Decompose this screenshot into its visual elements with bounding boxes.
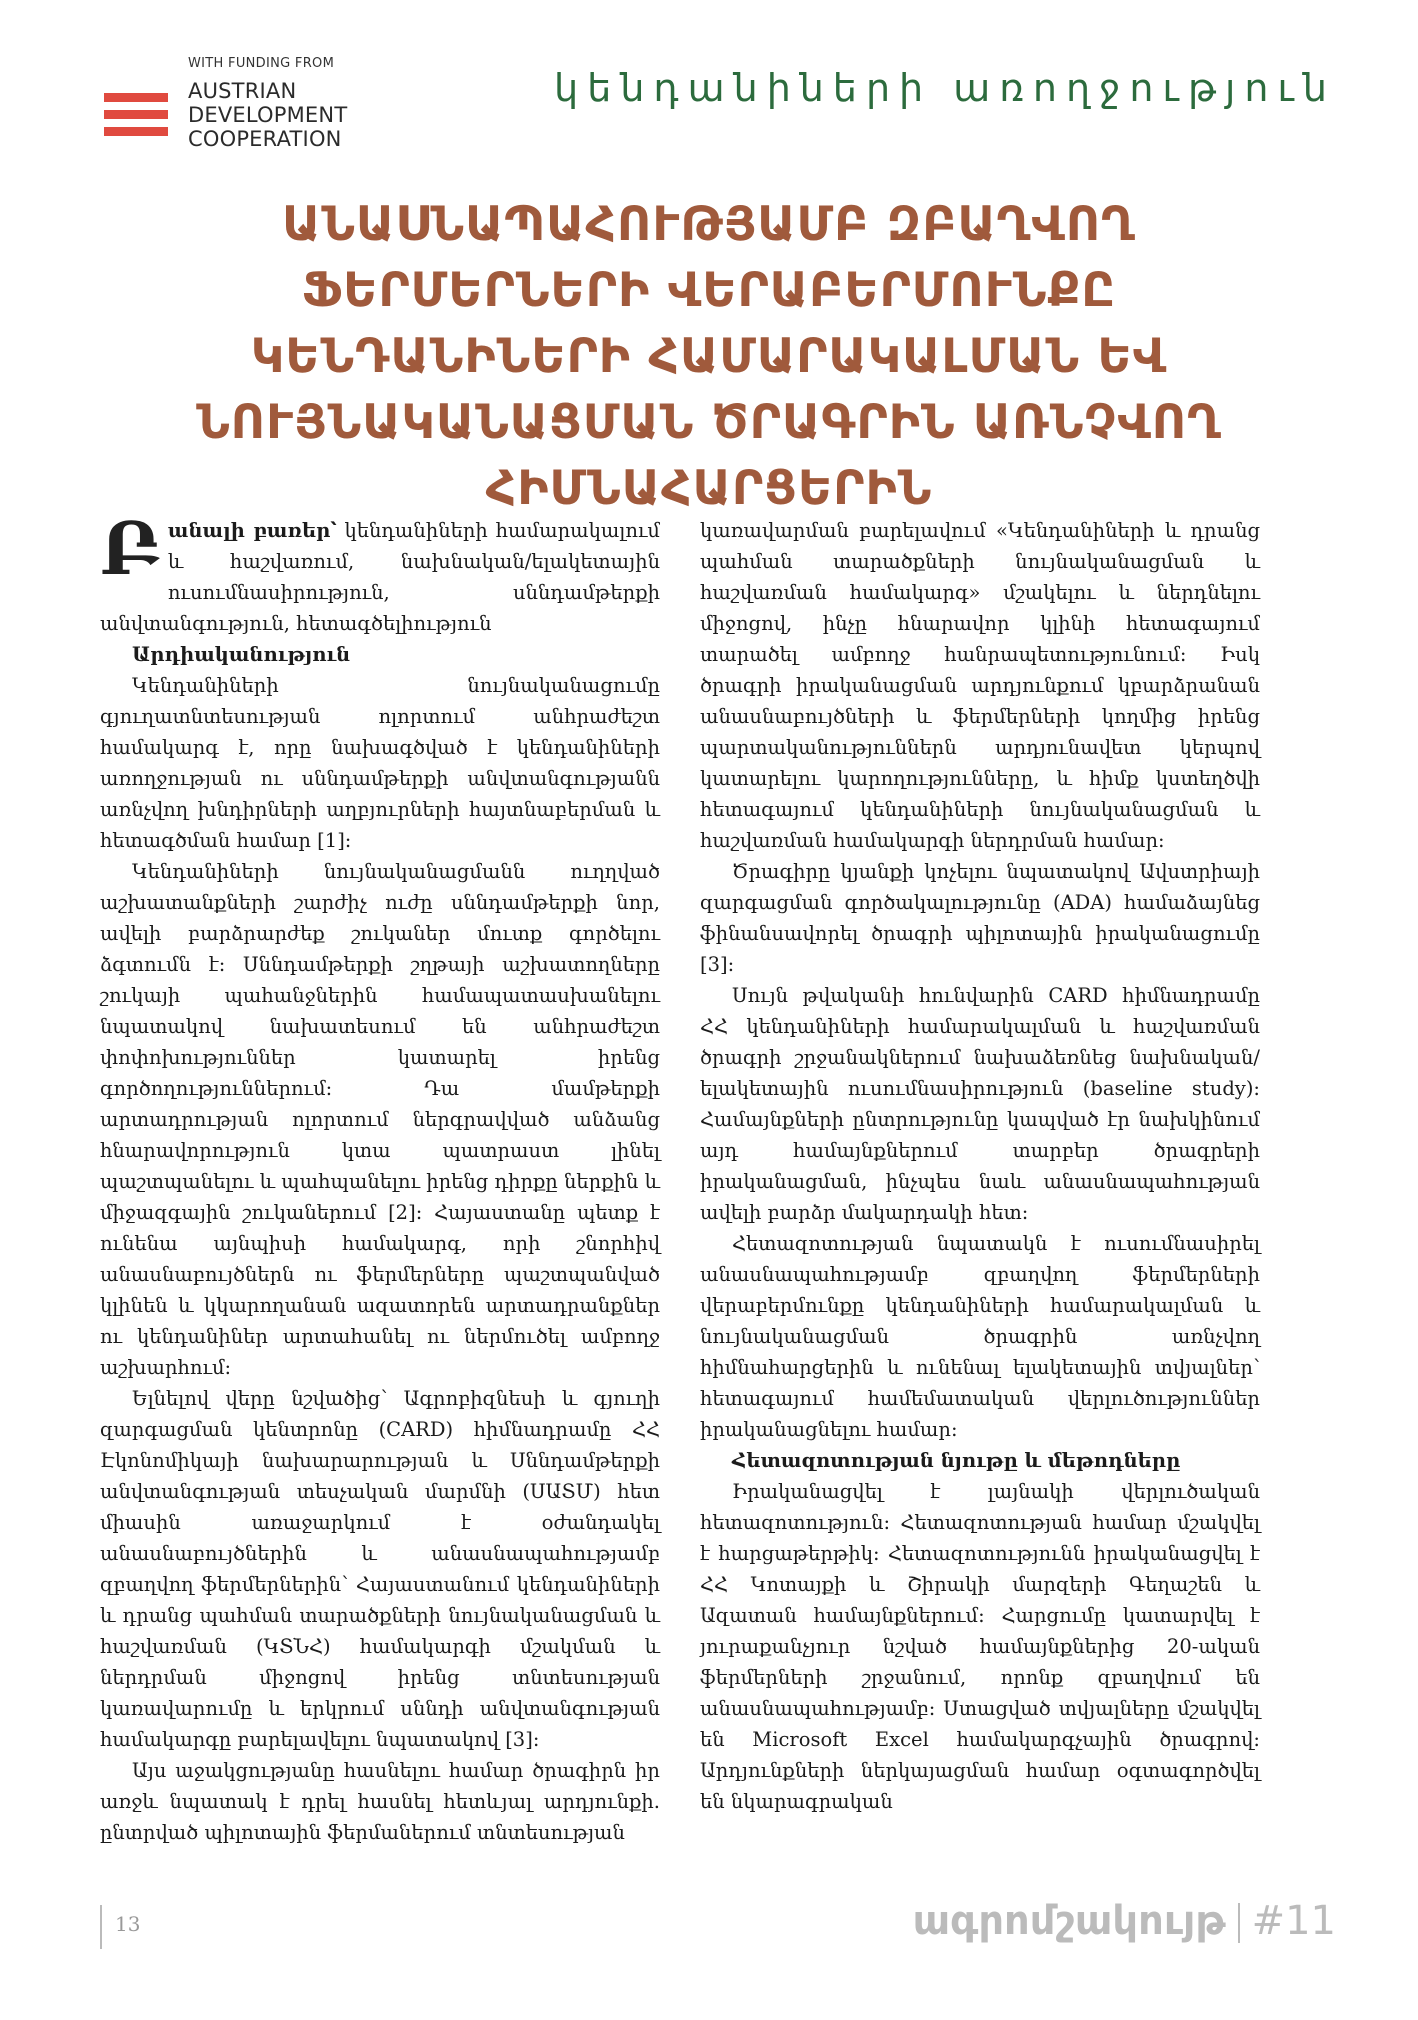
footer-divider (100, 1905, 102, 1949)
issue-number: #11 (1251, 1898, 1336, 1944)
body-paragraph: Կենդանիների նույնականացումը գյուղատնտեսության ոլորտում անհրաժեշտ համակարգ է, որը նախագծված է կենդանիների առողջության ու սննդամթերքի անվտանգությանն առնչվող խնդիրների աղբյուրների հայտնաբերման և հետագծման համար [1]: (100, 674, 660, 852)
magazine-name: ագրոմշակույթ (912, 1898, 1226, 1944)
keywords-label: անալի բառեր՝ (167, 519, 337, 542)
body-paragraph: Այս աջակցությանը հասնելու համար ծրագիրն իր առջև նպատակ է դրել հասնել հետևյալ արդյունքի. ընտրված պիլոտային ֆերմաներում տնտեսության (100, 1759, 660, 1844)
org-line: DEVELOPMENT (188, 103, 348, 127)
section-title: կենդանիների առողջություն (554, 66, 1336, 110)
magazine-footer (913, 1898, 1336, 1944)
left-column (100, 506, 660, 1848)
page-number: 13 (115, 1912, 141, 1936)
body-paragraph: Ելնելով վերը նշվածից՝ Ագրոբիզնեսի և գյուղի զարգացման կենտրոնը (CARD) հիմնադրամը ՀՀ Էկոնոմիկայի նախարարության և Սննդամթերքի անվտանգության տեսչական մարմնի (ՍԱՏՄ) հետ միասին առաջարկում է օժանդակել անասնաբույծներին և անասնապահությամբ զբաղվող ֆերմերներին՝ Հայաստանում կենդանիների և դրանց պահման տարածքների նույնականացման և հաշվառման (ԿՏՆՀ) համակարգի մշակման և ներդրման միջոցով իրենց տնտեսության կառավարումը և երկրում սննդի անվտանգության համակարգը բարելավելու նպատակով [3]: (100, 1387, 660, 1751)
austria-flag-icon (104, 93, 168, 144)
article-headline: ԱՆԱՍՆԱՊԱՀՈՒԹՅԱՄԲ ԶԲԱՂՎՈՂ ՖԵՐՄԵՐՆԵՐԻ ՎԵՐԱԲԵՐՄՈՒՆՔԸ ԿԵՆԴԱՆԻՆԵՐԻ ՀԱՄԱՐԱԿԱԼՄԱՆ ԵՎ ՆՈՒՅՆԱԿԱՆԱՑՄԱՆ ԾՐԱԳՐԻՆ ԱՌՆՉՎՈՂ ՀԻՄՆԱՀԱՐՑԵՐԻՆ (196, 197, 1222, 516)
subheading-methods: Հետազոտության նյութը և մեթոդները (732, 1449, 1181, 1472)
body-paragraph: Կենդանիների նույնականացմանն ուղղված աշխատանքների շարժիչ ուժը սննդամթերքի նոր, ավելի բարձրարժեք շուկաներ մուտք գործելու ձգտումն է: Սննդամթերքի շղթայի աշխատողները շուկայի պահանջներին համապատասխանելու նպատակով նախատեսում են անհրաժեշտ փոփոխություններ կատարել իրենց գործողություններում: Դա մամթերքի արտադրության ոլորտում ներգրավված անձանց հնարավորություն կտա պատրաստ լինել պաշտպանելու և պահպանելու իրենց դիրքը ներքին և միջազգային շուկաներում [2]: Հայաստանը պետք է ունենա այնպիսի համակարգ, որի շնորհիվ անասնաբույծներն ու ֆերմերները պաշտպանված կլինեն և կկարողանան ազատորեն արտադրանքներ ու կենդանիներ արտահանել ու ներմուծել ամբողջ աշխարհում: (100, 860, 660, 1379)
body-paragraph: կառավարման բարելավում «Կենդանիների և դրանց պահման տարածքների նույնականացման և հաշվառման համակարգ» մշակելու և ներդնելու միջոցով, ինչը հնարավոր կլինի հետագայում տարածել ամբողջ հանրապետությունում: Իսկ ծրագրի իրականացման արդյունքում կբարձրանան անասնաբույծների և ֆերմերների կողմից իրենց պարտականություններն արդյունավետ կերպով կատարելու կարողությունները, և հիմք կստեղծվի հետագայում կենդանիների նույնականացման և հաշվառման համակարգի ներդրման համար: (700, 519, 1260, 852)
keywords-paragraph (100, 506, 660, 639)
org-line: COOPERATION (188, 127, 342, 151)
keywords-text: կենդանիների համարակալում և հաշվառում, նախնական/ելակետային ուսումնասիրություն, սննդամթերքի անվտանգություն, հետագծելիություն (100, 519, 660, 635)
right-column (700, 515, 1260, 1817)
body-paragraph: Իրականացվել է լայնակի վերլուծական հետազոտություն: Հետազոտության համար մշակվել է հարցաթերթիկ: Հետազոտությունն իրականացվել է ՀՀ Կոտայքի և Շիրակի մարզերի Գեղաշեն և Ազատան համայնքներում: Հարցումը կատարվել է յուրաքանչյուր նշված համայնքներից 20-ական ֆերմերների շրջանում, որոնք զբաղվում են անասնապահությամբ: Ստացված տվյալները մշակվել են Microsoft Excel համակարգչային ծրագրով: Արդյունքների ներկայացման համար օգտագործվել են նկարագրական (700, 1480, 1260, 1813)
org-line: AUSTRIAN (188, 79, 297, 103)
body-paragraph: Ծրագիրը կյանքի կոչելու նպատակով Ավստրիայի զարգացման գործակալությունը (ADA) համաձայնեց ֆինանսավորել ծրագրի պիլոտային իրականացումը [3]: (700, 860, 1260, 976)
body-paragraph: Հետազոտության նպատակն է ուսումնասիրել անասնապահությամբ զբաղվող ֆերմերների վերաբերմունքը կենդանիների համարակալման և նույնականացման ծրագրին առնչվող հիմնահարցերին և ունենալ ելակետային տվյալներ՝ հետագայում համեմատական վերլուծություններ իրականացնելու համար: (700, 1232, 1260, 1441)
funding-organization (188, 79, 347, 151)
body-paragraph: Սույն թվականի հունվարին CARD հիմնադրամը ՀՀ կենդանիների համարակալման և հաշվառման ծրագրի շրջանակներում նախաձեռնեց նախնական/ելակետային ուսումնասիրություն (baseline study): Համայնքների ընտրությունը կապված էր նախկինում այդ համայնքներում տարբեր ծրագրերի իրականացման, ինչպես նաև անասնապահության ավելի բարձր մակարդակի հետ: (700, 984, 1260, 1224)
dropcap: Բ (100, 506, 160, 591)
subheading-relevance: Արդիականություն (132, 643, 351, 666)
funding-logo (104, 56, 404, 151)
footer-separator (1238, 1903, 1240, 1943)
funding-label: WITH FUNDING FROM (188, 56, 335, 71)
